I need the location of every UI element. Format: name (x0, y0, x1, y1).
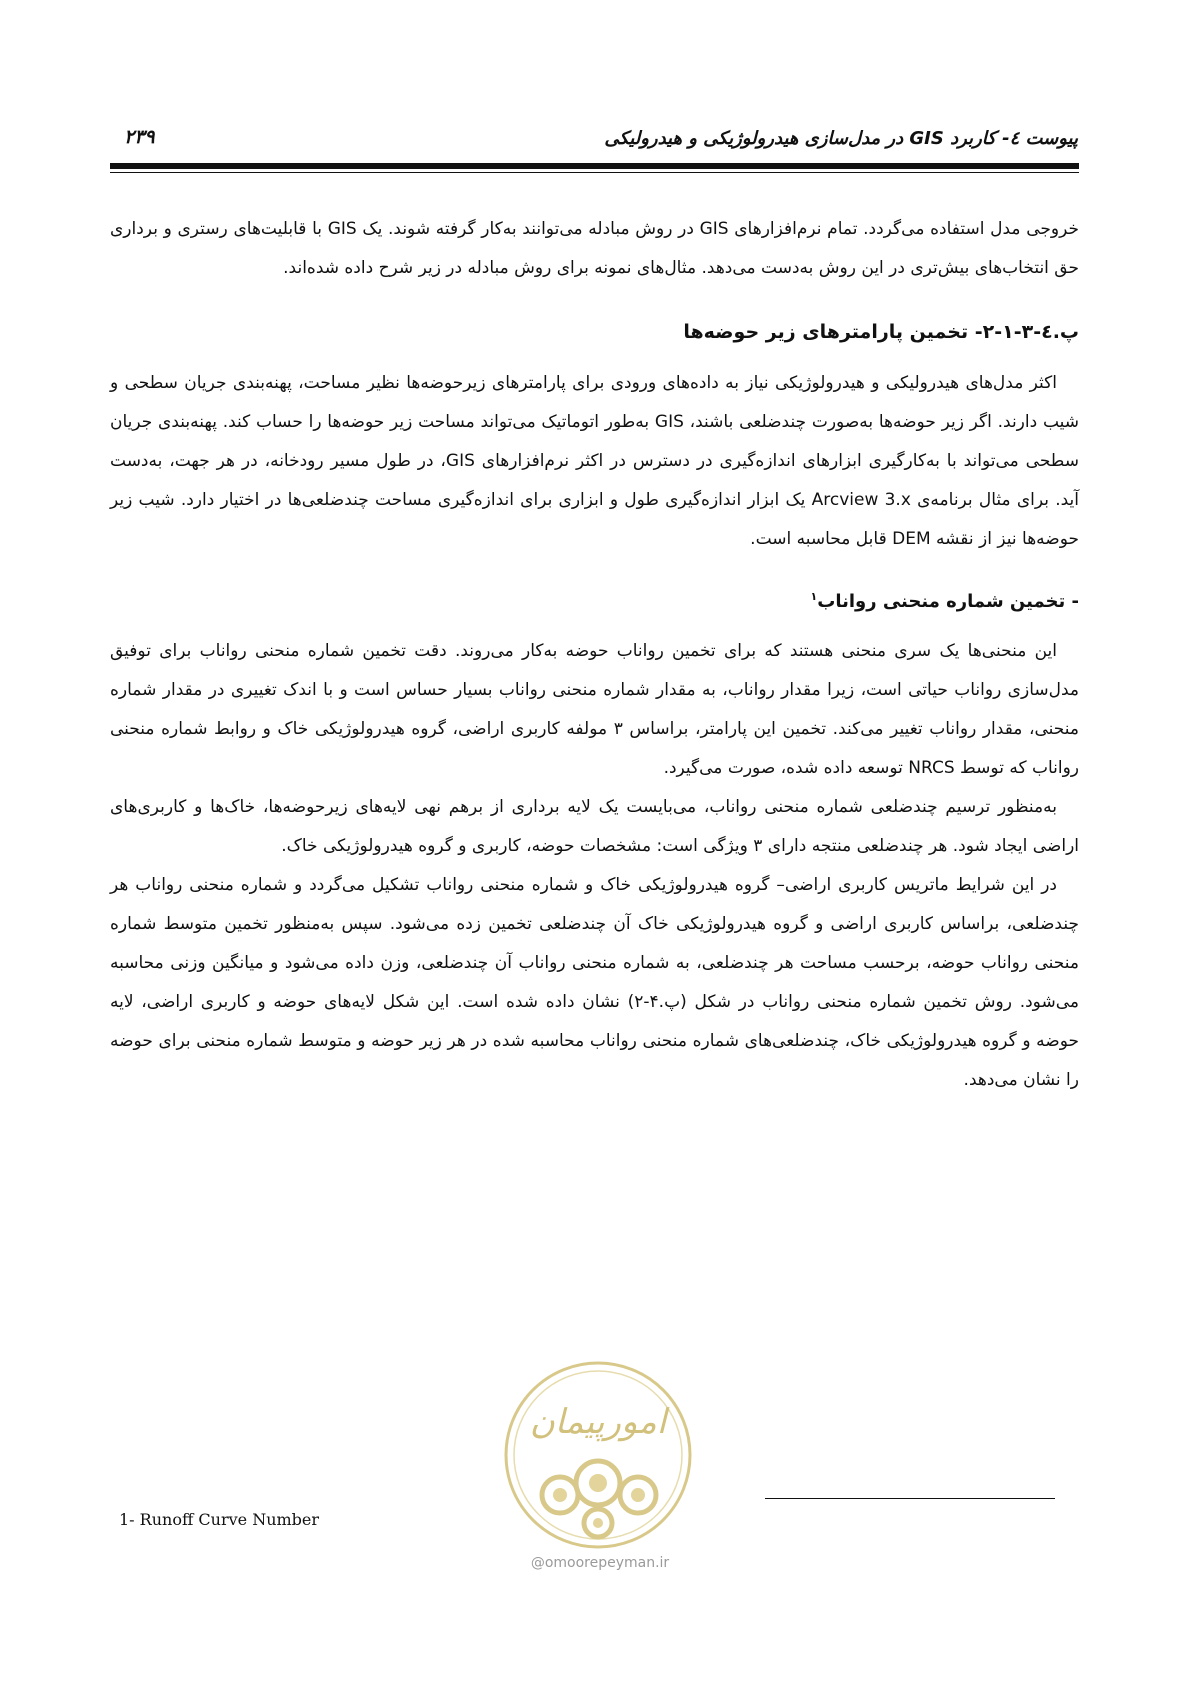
page-number: ۲۳۹ (124, 126, 155, 148)
running-header-title: پیوست ٤- کاربرد GIS در مدل‌سازی هیدرولوژیکی و هیدرولیکی (604, 128, 1078, 149)
paragraph-weighted-average: در این شرایط ماتریس کاربری اراضی– گروه هیدرولوژیکی خاک و شماره منحنی رواناب تشکیل می‌گردد و شماره منحنی رواناب هر چندضلعی، براساس کاربری اراضی و گروه هیدرولوژیکی خاک آن چندضلعی تخمین زده می‌شود. سپس به‌منظور تخمین متوسط شماره منحنی رواناب حوضه، برحسب مساحت هر چندضلعی، به شماره منحنی رواناب آن چندضلعی، وزن داده می‌شود و میانگین وزنی محاسبه می‌شود. روش تخمین شماره منحنی رواناب در شکل (پ.۴-۲) نشان داده شده است. این شکل لایه‌های حوضه و کاربری اراضی، لایه حوضه و گروه هیدرولوژیکی خاک، چندضلعی‌های شماره منحنی رواناب محاسبه شده در هر زیر حوضه و متوسط شماره منحنی برای حوضه را نشان می‌دهد. (110, 875, 1079, 1090)
intro-paragraph: خروجی مدل استفاده می‌گردد. تمام نرم‌افزارهای GIS در روش مبادله می‌توانند به‌کار گرفته شوند. یک GIS با قابلیت‌های رستری و برداری حق انتخاب‌های بیش‌تری در این روش به‌دست می‌دهد. مثال‌های نمونه برای روش مبادله در زیر شرح داده شده‌اند. (110, 219, 1079, 278)
footnote-text: 1- Runoff Curve Number (119, 1510, 320, 1529)
footnote-marker: ۱ (810, 590, 818, 603)
svg-text:امورپیمان: امورپیمان (529, 1402, 667, 1442)
body-text (110, 210, 1079, 1100)
watermark-caption: @omoorepeyman.ir (530, 1555, 670, 1571)
header-rule-thick (110, 163, 1079, 169)
header-rule-thin (110, 172, 1079, 173)
subsection-heading (110, 581, 1079, 618)
paragraph-subbasin-parameters: اکثر مدل‌های هیدرولیکی و هیدرولوژیکی نیاز به داده‌های ورودی برای پارامترهای زیرحوضه‌ها نظیر مساحت، پهنه‌بندی جریان سطحی و شیب دارند. اگر زیر حوضه‌ها به‌صورت چندضلعی باشند، GIS به‌طور اتوماتیک می‌تواند مساحت زیر حوضه‌ها را حساب کند. پهنه‌بندی جریان سطحی می‌تواند با به‌کارگیری ابزارهای اندازه‌گیری در دسترس در اکثر نرم‌افزارهای GIS، در طول مسیر رودخانه، در هر جهت، به‌دست آید. برای مثال برنامه‌ی Arcview 3.x یک ابزار اندازه‌گیری طول و ابزاری برای اندازه‌گیری مساحت چندضلعی‌ها در اختیار دارد. شیب زیر حوضه‌ها نیز از نقشه DEM قابل محاسبه است. (110, 373, 1080, 549)
paragraph-curve-number: این منحنی‌ها یک سری منحنی هستند که برای تخمین رواناب حوضه به‌کار می‌روند. دقت تخمین شماره منحنی رواناب برای توفیق مدل‌سازی رواناب حیاتی است، زیرا مقدار رواناب، به مقدار شماره منحنی رواناب بسیار حساس است و با اندک تغییری در مقدار شماره منحنی، مقدار رواناب تغییر می‌کند. تخمین این پارامتر، براساس ۳ مولفه کاربری اراضی، گروه هیدرولوژیکی خاک و روابط شماره منحنی رواناب که توسط NRCS توسعه داده شده، صورت می‌گیرد. (110, 641, 1079, 778)
paragraph-polygon-overlay: به‌منظور ترسیم چندضلعی شماره منحنی رواناب، می‌بایست یک لایه برداری از برهم نهی لایه‌های زیرحوضه‌ها، خاک‌ها و کاربری‌های اراضی ایجاد شود. هر چندضلعی منتجه دارای ۳ ویژگی است: مشخصات حوضه، کاربری و گروه هیدرولوژیکی خاک. (110, 797, 1079, 856)
subsection-heading-text: - تخمین شماره منحنی رواناب (817, 591, 1079, 612)
section-heading: پ.٤-۳-۱-۲- تخمین پارامترهای زیر حوضه‌ها (683, 321, 1079, 343)
watermark-logo (498, 1355, 698, 1555)
footnote-rule (765, 1498, 1055, 1499)
